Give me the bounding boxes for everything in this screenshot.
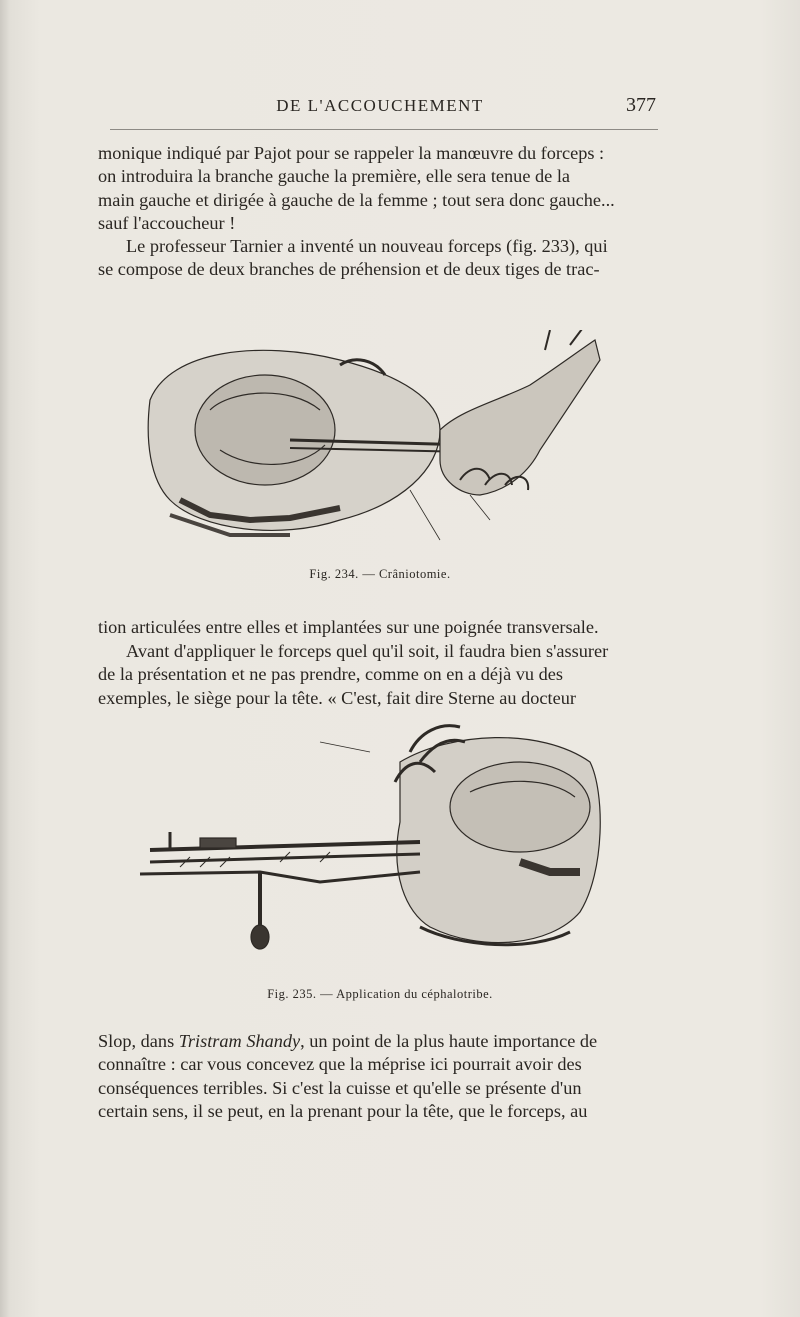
text-line: certain sens, il se peut, en la prenant pour la tête, que le forceps, au [98, 1101, 588, 1122]
text-line: sauf l'accoucheur ! [98, 213, 236, 234]
paragraph-1 [98, 142, 658, 236]
paragraph-2 [98, 235, 658, 282]
figure-234-caption: Fig. 234. — Crâniotomie. [309, 567, 451, 581]
text-line: Avant d'appliquer le forceps quel qu'il soit, il faudra bien s'assurer [126, 641, 609, 661]
text-line: connaître : car vous concevez que la méprise ici pourrait avoir des [98, 1054, 582, 1075]
running-title: DE L'ACCOUCHEMENT [276, 96, 484, 115]
paragraph-4 [98, 640, 658, 710]
paragraph-5 [98, 1030, 658, 1124]
text-line: tion articulées entre elles et implantées sur une poignée transversale. [98, 617, 599, 637]
page-number: 377 [626, 94, 656, 116]
figure-235-illustration [120, 722, 610, 977]
text-line: conséquences terribles. Si c'est la cuisse et qu'elle se présente d'un [98, 1077, 582, 1098]
text-line: main gauche et dirigée à gauche de la femme ; tout sera donc gauche... [98, 189, 615, 210]
book-title: Tristram Shandy [178, 1031, 301, 1051]
text-line [98, 1030, 658, 1053]
text-line: exemples, le siège pour la tête. « C'est, fait dire Sterne au docteur [98, 687, 576, 708]
text-line: se compose de deux branches de préhension et de deux tiges de trac- [98, 259, 600, 280]
header-rule [110, 129, 658, 130]
text-line: on introduira la branche gauche la première, elle sera tenue de la [98, 166, 571, 187]
text-line: monique indiqué par Pajot pour se rappeler la manœuvre du forceps : [98, 143, 605, 163]
figure-234-illustration [140, 330, 610, 555]
text-fragment: Slop, dans [98, 1031, 179, 1051]
paragraph-3 [98, 616, 658, 639]
figure-235-caption: Fig. 235. — Application du céphalotribe. [267, 987, 493, 1001]
page-header [100, 96, 660, 126]
text-line: Le professeur Tarnier a inventé un nouveau forceps (fig. 233), qui [126, 236, 608, 256]
text-fragment: , un point de la plus haute importance de [300, 1031, 598, 1051]
text-line: de la présentation et ne pas prendre, comme on en a déjà vu des [98, 664, 563, 685]
